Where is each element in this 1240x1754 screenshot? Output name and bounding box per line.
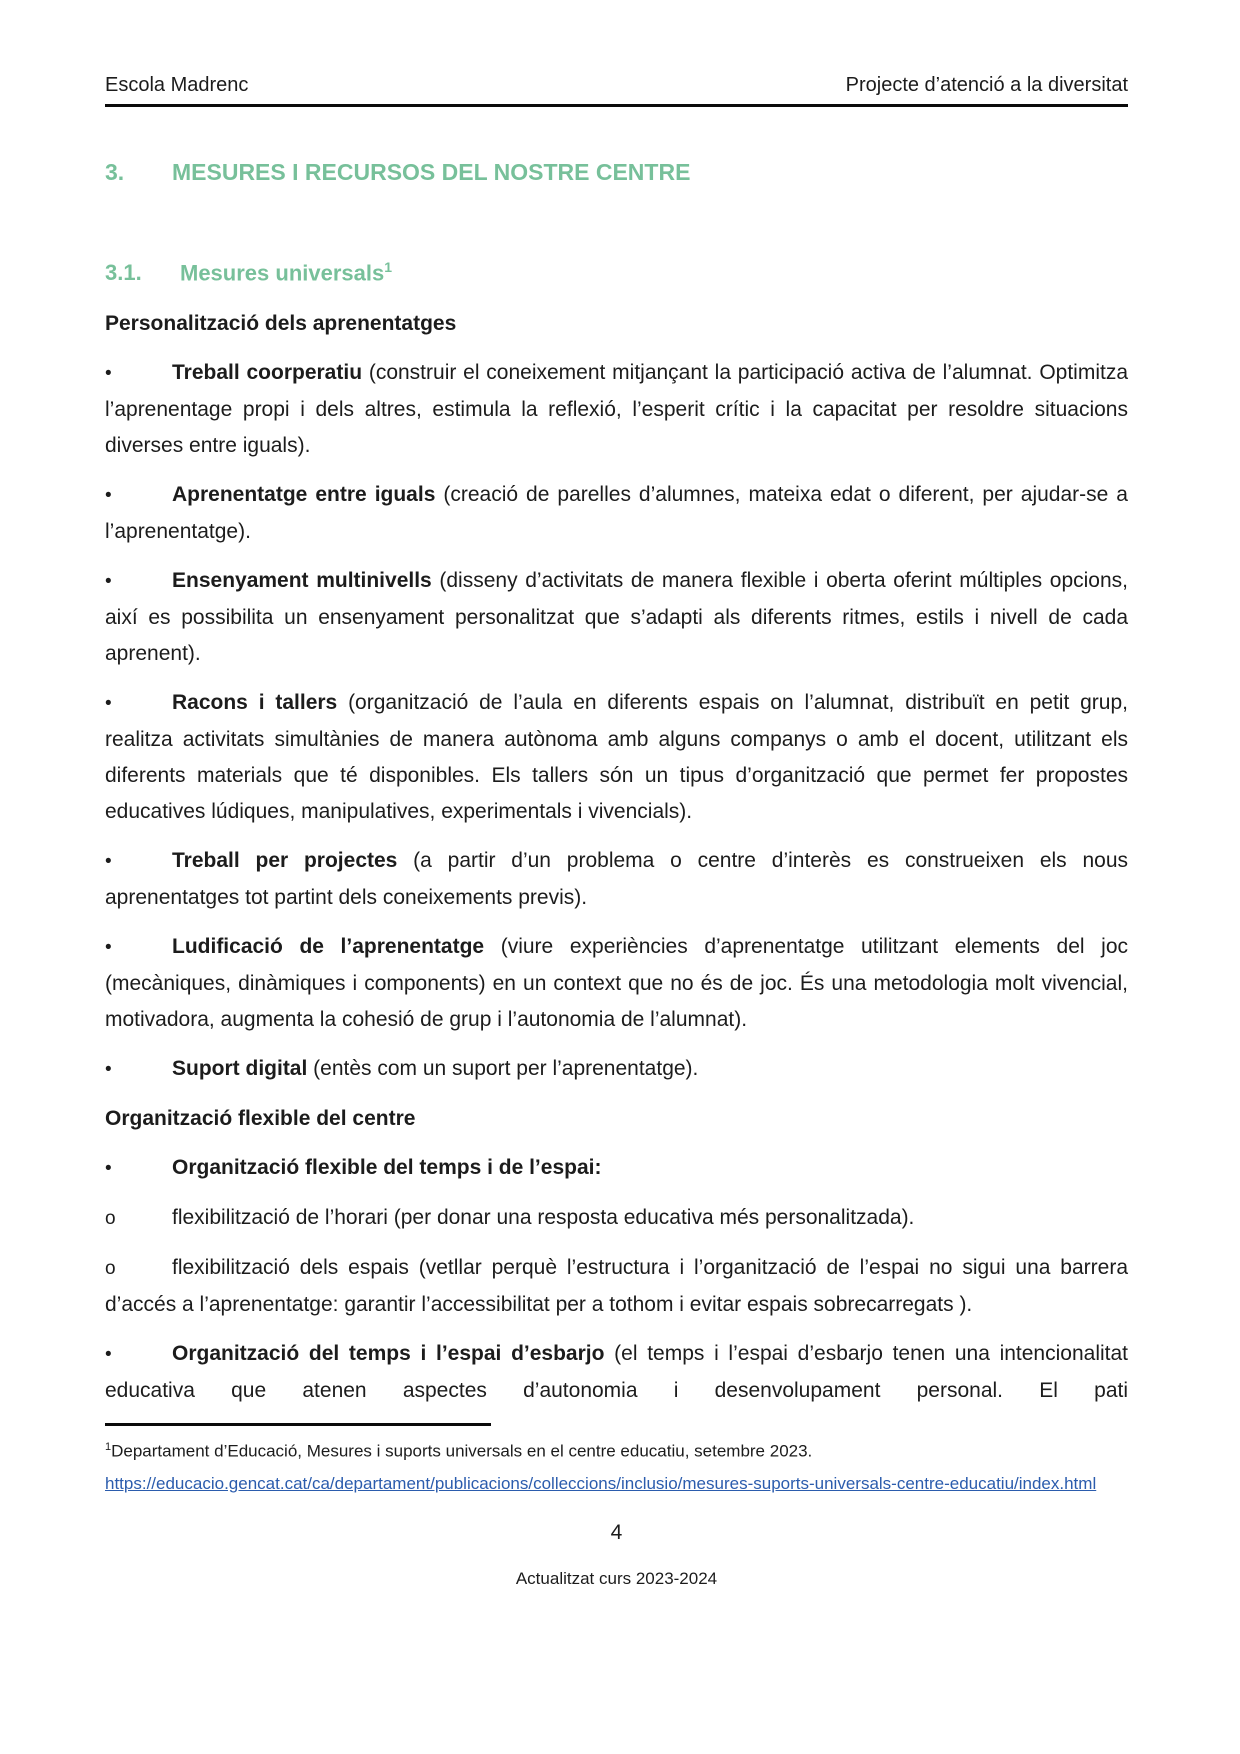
bullet-lead: Organització del temps i l’espai d’esbarjo [172,1342,605,1366]
bullet-icon: • [105,693,112,715]
footnote-link[interactable]: https://educacio.gencat.cat/ca/departament/publicacions/colleccions/inclusio/mesures-suports-universals-centre-educatiu/index.html [105,1473,1097,1493]
bullet-icon: • [105,1158,112,1180]
bullet-lead: Organització flexible del temps i de l’espai: [172,1156,602,1180]
bullet-text: (construir el coneixement mitjançant la participació activa de l’alumnat. Optimitza l’aprenentage propi i dels altres, estimula la reflexió, l’esperit crític i la capacitat per resoldre situacions diverses entre iguals). [105,361,1129,458]
section-title: MESURES I RECURSOS DEL NOSTRE CENTRE [172,159,691,185]
bullet-icon: • [105,851,112,873]
bullet-text: (a partir d’un problema o centre d’interès es construeixen els nous aprenentatges tot partint dels coneixements previs). [105,849,1128,910]
header-left-text: Escola Madrenc [105,74,249,96]
bullet-treball-per-projectes [105,843,1128,916]
subbullet-flexibilitzacio-horari [105,1200,1128,1237]
subbullet-text: flexibilització de l’horari (per donar una resposta educativa més personalitzada). [172,1206,915,1230]
footnote-text: Departament d’Educació, Mesures i suports universals en el centre educatiu, setembre 2023. [111,1441,813,1461]
bullet-text: (viure experiències d’aprenentatge utilitzant elements del joc (mecàniques, dinàmiques i components) en un context que no és de joc. És una metodologia molt vivencial, motivadora, augmenta la cohesió de grup i l’autonomia de l’alumnat). [105,935,1128,1032]
bullet-lead: Treball coorperatiu [172,361,363,385]
bullet-ensenyament-multinivells [105,563,1128,672]
subsection-number: 3.1. [105,260,142,286]
bullet-text: (el temps i l’espai d’esbarjo tenen una intencionalitat educativa que atenen aspectes d’autonomia i desenvolupament personal. El pati [105,1342,1128,1403]
block-title-personalitzacio: Personalització dels aprenentatges [105,312,457,336]
bullet-text: (disseny d’activitats de manera flexible i oberta oferint múltiples opcions, així es possibilita un ensenyament personalitzat que s’adapti als diferents ritmes, estils i nivell de cada aprenent). [105,569,1128,666]
footnote [105,1432,1128,1467]
section-heading [105,159,1128,185]
bullet-racons-i-tallers [105,685,1128,830]
bullet-text: (entès com un suport per l’aprenentatge). [307,1057,699,1081]
bullet-lead: Treball per projectes [172,849,398,873]
page-footer-text: Actualitzat curs 2023-2024 [515,1568,718,1588]
bullet-lead: Aprenentatge entre iguals [172,483,436,507]
bullet-lead: Ludificació de l’aprenentatge [172,935,485,959]
document-body [105,306,1128,1409]
bullet-organitzacio-esbarjo [105,1336,1128,1409]
header-right-text: Projecte d’atenció a la diversitat [845,74,1128,96]
bullet-lead: Ensenyament multinivells [172,569,432,593]
sub-bullet-icon: o [105,1208,116,1230]
page-header [105,74,1128,96]
page-number: 4 [610,1520,623,1544]
bullet-icon: • [105,571,112,593]
bullet-icon: • [105,1344,112,1366]
bullet-lead: Racons i tallers [172,691,338,715]
block-title-organitzacio-flexible: Organització flexible del centre [105,1107,416,1131]
subsection-title: Mesures universals [180,260,385,286]
header-rule [105,104,1128,107]
footnote-number: 1 [105,1441,112,1454]
footnote-separator [105,1423,491,1426]
footnote-reference-mark: 1 [384,259,393,275]
bullet-icon: • [105,485,112,507]
bullet-lead: Suport digital [172,1057,308,1081]
subbullet-text: flexibilització dels espais (vetllar perquè l’estructura i l’organització de l’espai no sigui una barrera d’accés a l’aprenentatge: garantir l’accessibilitat per a tothom i evitar espais sobrecarregats ). [105,1256,1128,1317]
bullet-organitzacio-temps-espai [105,1150,1128,1187]
sub-bullet-icon: o [105,1258,116,1280]
bullet-aprenentatge-entre-iguals [105,477,1128,550]
subsection-heading [105,255,1128,285]
bullet-ludificacio [105,929,1128,1038]
bullet-text: (creació de parelles d’alumnes, mateixa edat o diferent, per ajudar-se a l’aprenentatge). [105,483,1128,544]
bullet-icon: • [105,937,112,959]
subbullet-flexibilitzacio-espais [105,1250,1128,1323]
section-number: 3. [105,159,125,185]
bullet-suport-digital [105,1051,1128,1088]
bullet-icon: • [105,1059,112,1081]
bullet-icon: • [105,363,112,385]
bullet-text: (organització de l’aula en diferents espais on l’alumnat, distribuït en petit grup, realitza activitats simultànies de manera autònoma amb alguns companys o amb el docent, utilitzant els diferents materials que té disponibles. Els tallers són un tipus d’organització que permet fer propostes educatives lúdiques, manipulatives, experimentals i vivencials). [105,691,1128,824]
bullet-treball-coorperatiu [105,355,1128,464]
